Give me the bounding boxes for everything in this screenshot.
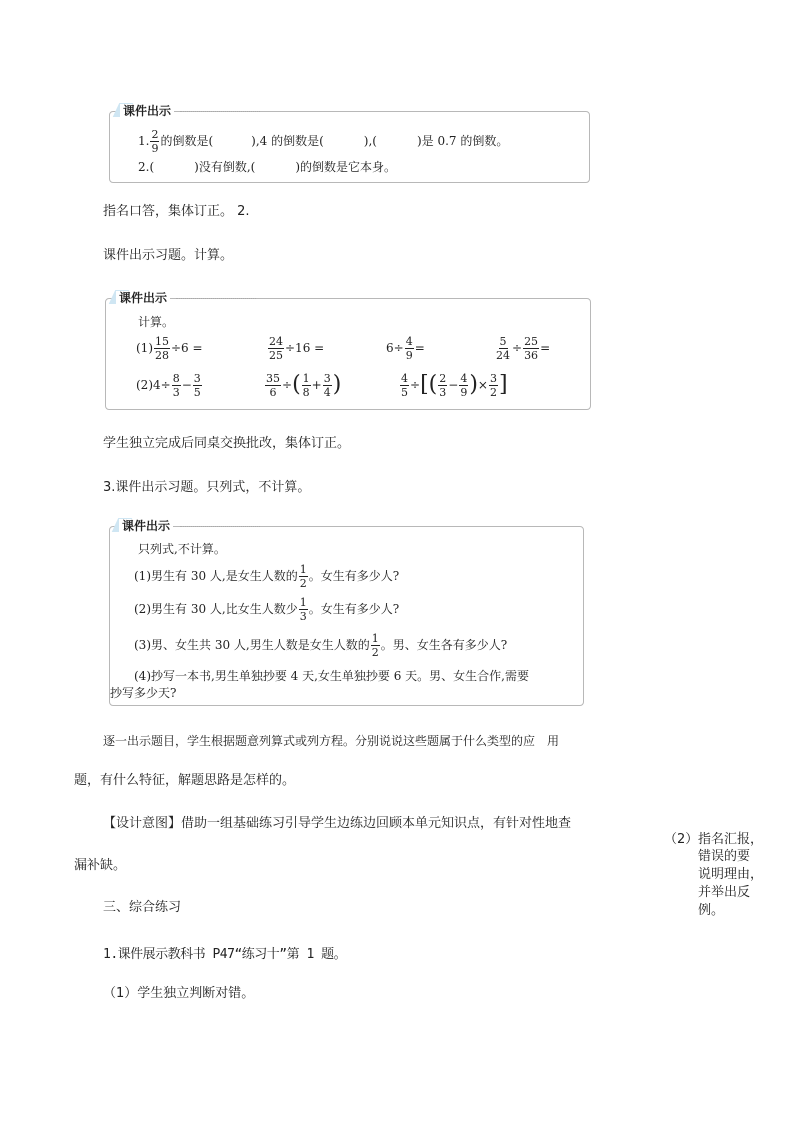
paragraph-reply: 指名口答，集体订正。 2. bbox=[103, 204, 250, 219]
box3-tag: 课件出示 bbox=[119, 519, 173, 533]
box2-row1-item4: $\frac{5}{24}$ ÷ $\frac{25}{36}$ = bbox=[496, 334, 551, 362]
side-note-line4: 并举出反 bbox=[698, 885, 751, 900]
fraction-2-9: $\frac{2}{9}$ bbox=[151, 127, 159, 155]
fraction-2-3: $\frac{2}{3}$ bbox=[439, 371, 447, 399]
paragraph-each-2: 题，有什么特征，解题思路是怎样的。 bbox=[74, 773, 296, 788]
box2-tag: 课件出示 bbox=[116, 291, 170, 305]
paragraph-calc-intro: 课件出示习题。计算。 bbox=[103, 248, 234, 263]
side-note-line2: 错误的要 bbox=[698, 849, 751, 864]
fraction-4-9: $\frac{4}{9}$ bbox=[405, 334, 413, 362]
box2-row1-item2: $\frac{24}{25}$ ÷16 = bbox=[269, 334, 325, 362]
paragraph-exchange: 学生独立完成后同桌交换批改，集体订正。 bbox=[103, 436, 351, 451]
side-note-line1: 指名汇报， bbox=[698, 832, 764, 847]
box2-row2-item3: $\frac{4}{5}$ ÷ [ ( $\frac{2}{3}$ − $\frac{4}{9}$ ) × $\frac{3}{2}$ ] bbox=[401, 371, 508, 399]
fraction-5-24: $\frac{5}{24}$ bbox=[496, 334, 510, 362]
fraction-3-2: $\frac{3}{2}$ bbox=[489, 371, 497, 399]
box1-l2-a: 2.( bbox=[138, 160, 155, 174]
section-heading-3: 三、综合练习 bbox=[103, 900, 182, 915]
box3-question4-line1: (4)抄写一本书,男生单独抄要 4 天,女生单独抄要 6 天。男、女生合作,需要 bbox=[134, 669, 529, 683]
box3-question4-line2: 抄写多少天? bbox=[110, 686, 177, 700]
fraction-8-3: $\frac{8}{3}$ bbox=[172, 371, 180, 399]
box3-question2: (2)男生有 30 人,比女生人数少 $\frac{1}{3}$ 。女生有多少人? bbox=[134, 595, 400, 623]
box1-line1 bbox=[138, 126, 508, 156]
fraction-1-2b: $\frac{1}{2}$ bbox=[371, 631, 379, 659]
box1-l1-a: 的倒数是( bbox=[160, 134, 214, 148]
tag-dotted-line bbox=[180, 526, 260, 527]
box3-question3: (3)男、女生共 30 人,男生人数是女生人数的 $\frac{1}{2}$ 。男、女生各有多少人? bbox=[134, 631, 508, 659]
side-note-number: （2） bbox=[664, 832, 699, 847]
paragraph-each-1: 逐一出示题目，学生根据题意列算式或列方程。分别说说这些题属于什么类型的应 用 bbox=[103, 734, 560, 748]
fraction-1-2: $\frac{1}{2}$ bbox=[299, 562, 307, 590]
fraction-1-8: $\frac{1}{8}$ bbox=[302, 371, 310, 399]
side-note-line3: 说明理由， bbox=[698, 867, 764, 882]
box1-l2-b: )没有倒数,( bbox=[194, 160, 256, 174]
paragraph-q3: 3.课件出示习题。只列式，不计算。 bbox=[103, 480, 311, 495]
box2-row2-item1: (2)4÷ $\frac{8}{3}$ − $\frac{3}{5}$ bbox=[136, 371, 201, 399]
paragraph-design-2: 漏补缺。 bbox=[74, 858, 127, 873]
box1-l1-num: 1. bbox=[138, 134, 150, 148]
fraction-4-5: $\frac{4}{5}$ bbox=[401, 371, 408, 399]
fraction-24-25: $\frac{24}{25}$ bbox=[269, 334, 283, 362]
fraction-35-6: $\frac{35}{6}$ bbox=[266, 371, 280, 399]
box2-row2-item2: $\frac{35}{6}$ ÷ ( $\frac{1}{8}$ + $\frac{3}{4}$ ) bbox=[266, 371, 342, 399]
side-note-line5: 例。 bbox=[698, 903, 725, 918]
box1-l1-b: ),4 的倒数是( bbox=[251, 134, 324, 148]
box1-tag: 课件出示 bbox=[120, 104, 174, 118]
box2-title: 计算。 bbox=[138, 315, 175, 329]
fraction-1-3: $\frac{1}{3}$ bbox=[299, 595, 307, 623]
box1-l1-d: )是 0.7 的倒数。 bbox=[416, 134, 509, 148]
paragraph-textbook: 1.课件展示教科书 P47“练习十”第 1 题。 bbox=[103, 947, 347, 962]
box3-title: 只列式,不计算。 bbox=[138, 542, 226, 556]
fraction-25-36: $\frac{25}{36}$ bbox=[524, 334, 539, 362]
fraction-15-28: $\frac{15}{28}$ bbox=[155, 334, 169, 362]
box3-question1: (1)男生有 30 人,是女生人数的 $\frac{1}{2}$ 。女生有多少人? bbox=[134, 562, 400, 590]
box1-l1-c: ),( bbox=[363, 134, 377, 148]
paragraph-design-1: 【设计意图】借助一组基础练习引导学生边练边回顾本单元知识点，有针对性地查 bbox=[103, 816, 572, 831]
box2-row1-item3: 6÷ $\frac{4}{9}$ = bbox=[386, 334, 425, 362]
tag-dotted-line bbox=[176, 298, 256, 299]
tag-dotted-line bbox=[180, 111, 260, 112]
box1-line2 bbox=[138, 160, 396, 174]
fraction-4-9b: $\frac{4}{9}$ bbox=[460, 371, 468, 399]
fraction-3-4: $\frac{3}{4}$ bbox=[323, 371, 331, 399]
box1-l2-c: )的倒数是它本身。 bbox=[295, 160, 397, 174]
fraction-3-5: $\frac{3}{5}$ bbox=[193, 371, 201, 399]
box2-row1-item1: (1) $\frac{15}{28}$ ÷6 = bbox=[136, 334, 203, 362]
paragraph-judge: （1）学生独立判断对错。 bbox=[103, 986, 255, 1001]
